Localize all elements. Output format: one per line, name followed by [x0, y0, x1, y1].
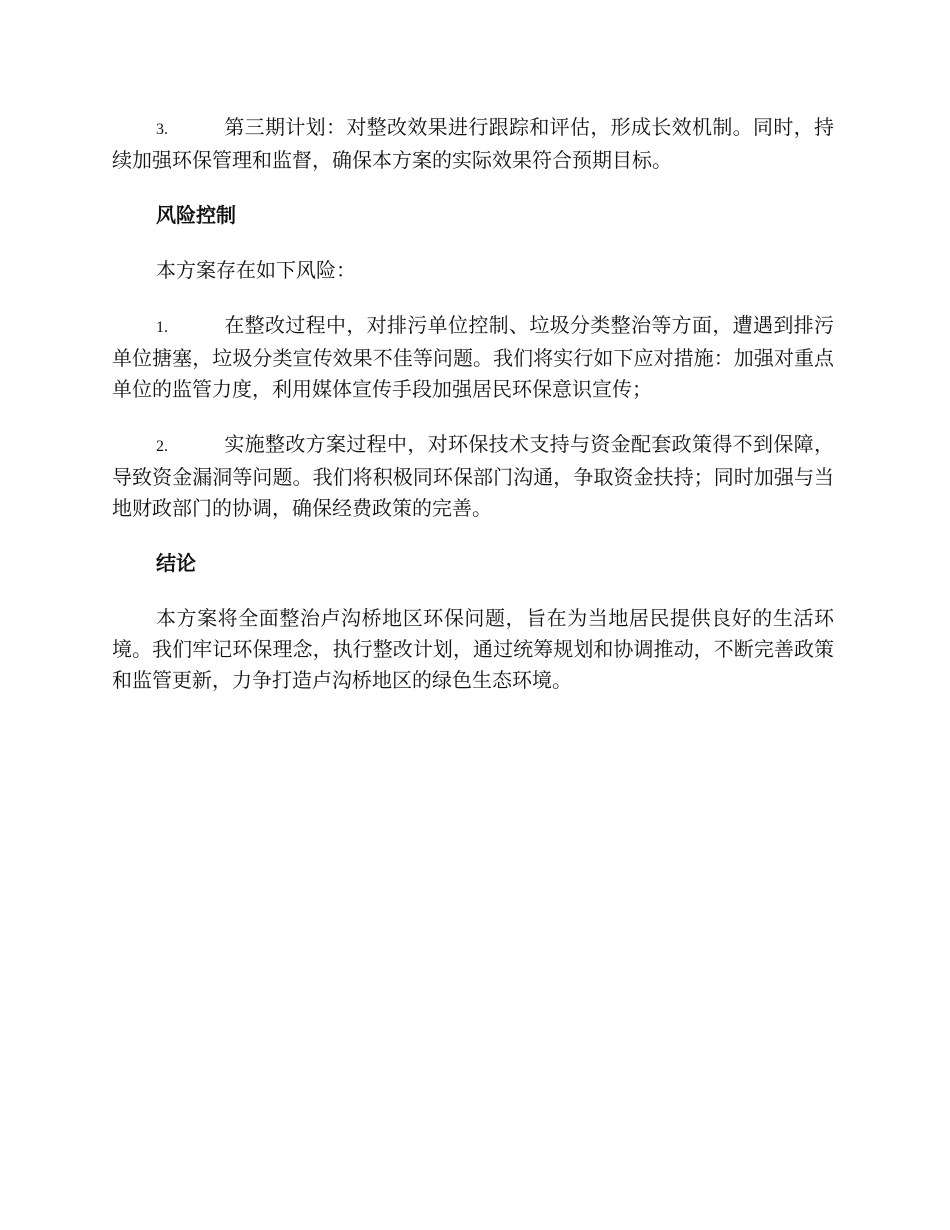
- list-number: 2.: [156, 438, 168, 455]
- list-number: 3.: [156, 121, 168, 138]
- section-heading-risk-control: 风险控制: [156, 203, 236, 227]
- list-number: 1.: [156, 319, 168, 336]
- list-item-text: 在整改过程中，对排污单位控制、垃圾分类整治等方面，遭遇到排污单位搪塞，垃圾分类宣传效果不佳等问题。我们将实行如下应对措施：加强对重点单位的监管力度，利用媒体宣传手段加强居民环保意识宣传；: [112, 313, 834, 401]
- risk-item-1: [112, 310, 834, 405]
- section-heading-conclusion: 结论: [156, 551, 196, 575]
- risk-item-2: [112, 429, 834, 524]
- plan-item-3: [112, 112, 834, 176]
- list-item-text: 实施整改方案过程中，对环保技术支持与资金配套政策得不到保障，导致资金漏洞等问题。我们将积极同环保部门沟通，争取资金扶持；同时加强与当地财政部门的协调，确保经费政策的完善。: [112, 432, 834, 520]
- list-item-text: 第三期计划：对整改效果进行跟踪和评估，形成长效机制。同时，持续加强环保管理和监督，确保本方案的实际效果符合预期目标。: [112, 115, 834, 172]
- risk-intro-paragraph: 本方案存在如下风险：: [156, 258, 356, 282]
- conclusion-paragraph: 本方案将全面整治卢沟桥地区环保问题，旨在为当地居民提供良好的生活环境。我们牢记环保理念，执行整改计划，通过统筹规划和协调推动，不断完善政策和监管更新，力争打造卢沟桥地区的绿色生态环境。: [112, 606, 834, 692]
- document-body: [112, 112, 834, 720]
